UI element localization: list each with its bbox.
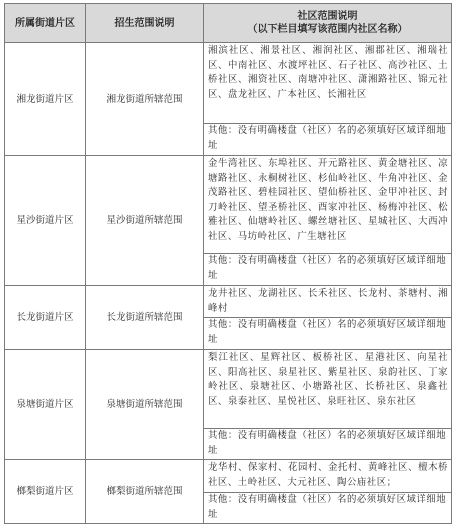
district-cell: 星沙街道片区 bbox=[5, 156, 86, 286]
scope-cell: 星沙街道所辖范围 bbox=[86, 156, 204, 286]
district-cell: 榔梨街道片区 bbox=[5, 460, 86, 524]
district-cell: 湘龙街道片区 bbox=[5, 43, 86, 156]
scope-cell: 泉塘街道所辖范围 bbox=[86, 350, 204, 460]
community-list-cell: 梨江社区、星辉社区、板桥社区、星港社区、向星社区、阳高社区、泉星社区、紫星社区、泉韵社区、丁家岭社区、泉塘社区、小塘路社区、长桥社区、泉鑫社区、泉泰社区、星悦社区、泉旺社区、泉东社区 bbox=[204, 350, 452, 429]
other-note-cell: 其他：没有明确楼盘（社区）名的必须填好区域详细地址 bbox=[204, 254, 452, 286]
scope-cell: 长龙街道所辖范围 bbox=[86, 286, 204, 350]
header-community-note: （以下栏目填写该范围内社区名称） bbox=[247, 24, 408, 35]
other-note-cell: 其他：没有明确楼盘（社区）名的必须填好区域详细地址 bbox=[204, 318, 452, 350]
other-note-cell: 其他：没有明确楼盘（社区）名的必须填好区域详细地址 bbox=[204, 124, 452, 156]
table-row bbox=[5, 460, 452, 493]
scope-cell: 榔梨街道所辖范围 bbox=[86, 460, 204, 524]
community-list-cell: 湘滨社区、湘景社区、湘润社区、湘郡社区、湘瑞社区、中南社区、水渡坪社区、石子社区、高沙社区、土桥社区、湘资社区、南塘冲社区、潇湘路社区、锦元社区、盘龙社区、广本社区、长湘社区 bbox=[204, 43, 452, 124]
enrollment-scope-document bbox=[4, 3, 451, 524]
table-row bbox=[5, 286, 452, 318]
other-note-cell: 其他：没有明确楼盘（社区）名的必须填好区域详细地址 bbox=[204, 429, 452, 460]
scope-cell: 湘龙街道所辖范围 bbox=[86, 43, 204, 156]
table-row bbox=[5, 43, 452, 124]
table-row bbox=[5, 156, 452, 254]
table-header-row bbox=[5, 4, 452, 43]
header-district: 所属街道片区 bbox=[5, 4, 86, 43]
district-cell: 泉塘街道片区 bbox=[5, 350, 86, 460]
other-note-cell: 其他：没有明确楼盘（社区）名的必须填好区域详细地址 bbox=[204, 493, 452, 524]
enrollment-scope-table bbox=[4, 3, 452, 524]
community-list-cell: 龙华村、保家村、花园村、金托村、黄峰社区、檀木桥社区、土岭社区、大元社区、陶公庙社区； bbox=[204, 460, 452, 493]
community-list-cell: 金牛湾社区、东埠社区、开元路社区、黄金塘社区、凉塘路社区、永桐树社区、杉仙岭社区、牛角冲社区、金茂路社区、碧桂园社区、望仙桥社区、金甲冲社区、封刀岭社区、望圣桥社区、酉家冲社区、杨梅冲社区、松雅社区、仙塘岭社区、螺丝塘社区、星城社区、大西冲社区、马坊岭社区、广生塘社区 bbox=[204, 156, 452, 254]
community-list-cell: 龙井社区、龙湖社区、长禾社区、长龙村、茶塘村、湘峰村 bbox=[204, 286, 452, 318]
header-scope: 招生范围说明 bbox=[86, 4, 204, 43]
district-cell: 长龙街道片区 bbox=[5, 286, 86, 350]
header-community-title: 社区范围说明 bbox=[297, 11, 358, 22]
header-community bbox=[204, 4, 452, 43]
table-row bbox=[5, 350, 452, 429]
